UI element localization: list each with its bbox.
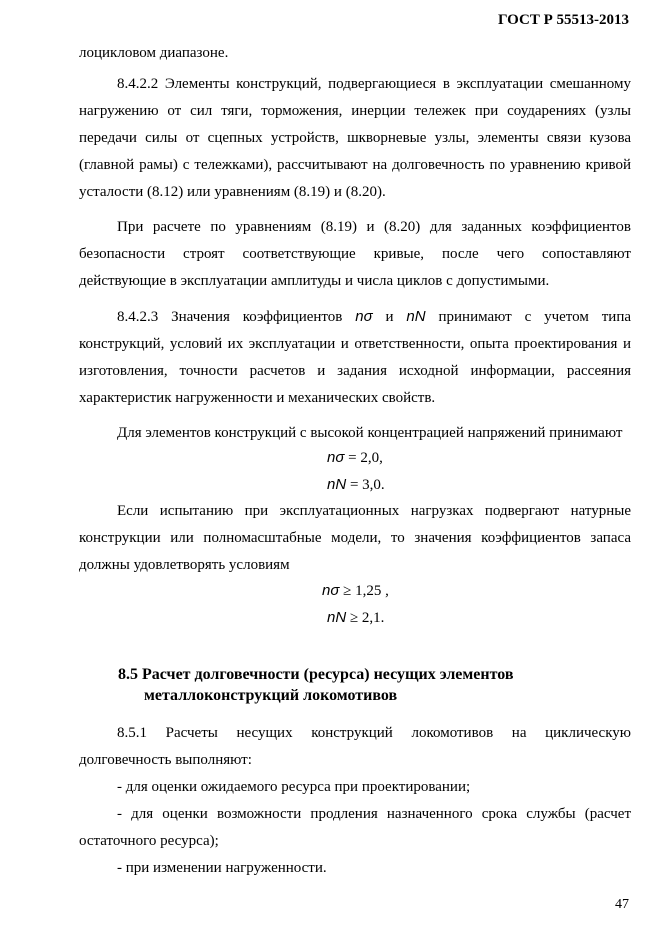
formula-value: ≥ 2,1. [349, 610, 385, 626]
formula-symbol: nN [327, 476, 347, 493]
paragraph-8-5-1: 8.5.1 Расчеты несущих конструкций локомотивов на циклическую долговечность выполняют: [79, 725, 631, 768]
formula-n-n-min [0, 609, 661, 627]
formula-value: = 2,0, [348, 450, 383, 466]
paragraph-continuation: лоцикловом диапазоне. [79, 45, 229, 61]
heading-line-1: 8.5 Расчет долговечности (ресурса) несущих элементов [118, 666, 514, 683]
formula-n-n [0, 476, 661, 494]
formula-symbol: nN [327, 609, 347, 626]
formula-n-sigma [0, 449, 661, 467]
formula-symbol: nσ [327, 449, 345, 466]
text-block-top [79, 40, 631, 447]
n-sigma-symbol: nσ [355, 308, 373, 325]
formula-symbol: nσ [322, 582, 340, 599]
section-heading-8-5 [118, 664, 638, 706]
p3-text-c: принимают с учетом типа конструкций, условий их эксплуатации и ответственности, опыта проектирования и изготовления, точности расчетов и задания исходной информации, рассеяния характеристик нагруженности и механических свойств. [79, 309, 632, 406]
document-header: ГОСТ Р 55513-2013 [497, 12, 629, 28]
paragraph-8-4-2-3 [79, 303, 631, 412]
formula-value: ≥ 1,25 , [343, 583, 389, 599]
p3-text-a: 8.4.2.3 Значения коэффициентов [117, 309, 356, 325]
text-block-tests [79, 498, 631, 579]
formula-n-sigma-min [0, 582, 661, 600]
p3-text-b: и [372, 309, 407, 325]
page-number: 47 [615, 897, 629, 912]
list-item: - для оценки ожидаемого ресурса при проектировании; [117, 779, 471, 795]
paragraph-high-concentration: Для элементов конструкций с высокой концентрацией напряжений принимают [117, 425, 623, 441]
paragraph-8-4-2-2: 8.4.2.2 Элементы конструкций, подвергающиеся в эксплуатации смешанному нагружению от сил тяги, торможения, инерции тележек при соударениях (узлы передачи силы от сцепных устройств, шкворневые узлы, элементы связи кузова (главной рамы) с тележками), рассчитывают на долговечность по уравнению кривой усталости (8.12) или уравнениям (8.19) и (8.20). [79, 76, 631, 200]
paragraph-natural-tests: Если испытанию при эксплуатационных нагрузках подвергают натурные конструкции или полномасштабные модели, то значения коэффициентов запаса должны удовлетворять условиям [79, 503, 631, 573]
formula-value: = 3,0. [349, 477, 385, 493]
text-block-bottom [79, 720, 631, 882]
n-n-symbol: nN [406, 308, 426, 325]
list-item: - для оценки возможности продления назначенного срока службы (расчет остаточного ресурса); [79, 806, 631, 849]
heading-line-2: металлоконструкций локомотивов [144, 687, 398, 704]
list-item: - при изменении нагруженности. [117, 860, 327, 876]
paragraph-calculation: При расчете по уравнениям (8.19) и (8.20) для заданных коэффициентов безопасности строят соответствующие кривые, после чего сопоставляют действующие в эксплуатации амплитуды и числа циклов с допустимыми. [79, 219, 631, 289]
